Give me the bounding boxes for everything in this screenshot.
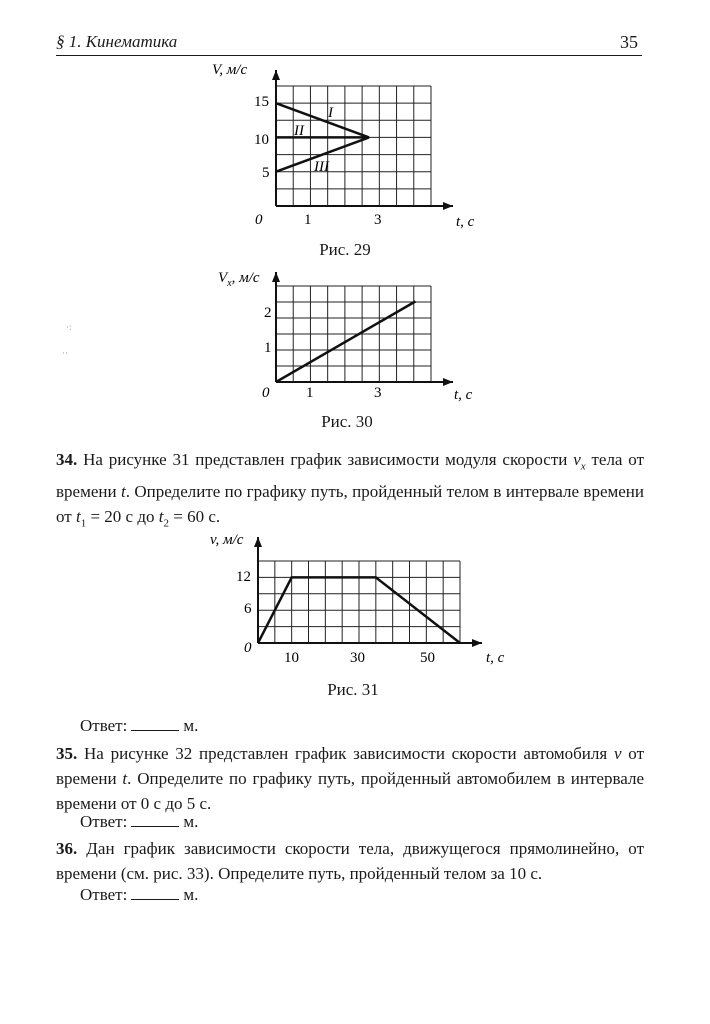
problem-text: На рисунке 31 представлен график зависимости модуля скорости	[83, 450, 574, 469]
answer-34	[80, 716, 198, 736]
math-var-t: t	[120, 482, 126, 502]
y-tick-1: 1	[264, 340, 272, 356]
answer-blank[interactable]	[131, 885, 179, 900]
y-tick-2: 2	[264, 305, 272, 321]
header-rule	[56, 55, 642, 56]
y-tick-6: 6	[244, 601, 252, 617]
answer-label: Ответ:	[80, 885, 128, 904]
origin-label: 0	[244, 640, 252, 656]
line-label-I: I	[328, 105, 333, 121]
page-number: 35	[620, 32, 638, 52]
problem-text: тела от времени	[56, 450, 644, 502]
y-axis-arrow	[272, 70, 280, 80]
math-var-t2: t	[158, 507, 164, 527]
problem-text: = 60 с.	[168, 507, 221, 527]
margin-mark: ··	[62, 348, 68, 358]
x-tick-1: 1	[306, 385, 314, 401]
y-tick-12: 12	[236, 569, 251, 585]
x-axis-arrow	[443, 202, 453, 210]
x-tick-1: 1	[304, 212, 312, 228]
line-label-II: II	[294, 123, 304, 139]
y-axis-label: $V_x$, м/с	[218, 270, 260, 289]
figure-31-caption: Рис. 31	[327, 680, 379, 699]
answer-blank[interactable]	[131, 716, 179, 731]
answer-label: Ответ:	[80, 716, 128, 735]
figure-30-graph	[200, 262, 520, 412]
x-tick-10: 10	[284, 650, 299, 666]
figure-31-axes	[254, 537, 482, 647]
problem-number: 36.	[56, 839, 78, 858]
figure-29-caption: Рис. 29	[319, 240, 371, 259]
figure-30-caption: Рис. 30	[321, 412, 373, 431]
problem-text: Дан график зависимости скорости тела, движущегося прямолинейно, от времени (см. рис. 33). Определите путь, пройденный телом за 10 с.	[56, 839, 645, 883]
header-title: § 1. Кинематика	[56, 32, 178, 51]
origin-label: 0	[262, 385, 270, 401]
y-axis-label: v, м/с	[210, 532, 244, 548]
answer-blank[interactable]	[131, 812, 179, 827]
figure-30-lines	[276, 301, 416, 382]
x-tick-3: 3	[374, 385, 382, 401]
answer-35	[80, 812, 198, 832]
math-sub-1: 1	[80, 517, 87, 530]
math-var-v: v	[573, 450, 581, 469]
x-axis-label: t, с	[486, 650, 505, 666]
line-label-III: III	[314, 159, 329, 175]
problem-text: На рисунке 32 представлен график зависимости скорости автомобиля	[84, 744, 614, 763]
figure-29-graph	[200, 58, 520, 238]
y-tick-15: 15	[254, 94, 269, 110]
problem-text: . Определите по графику путь, пройденный телом в интервале времени от	[56, 482, 644, 527]
problem-number: 34.	[56, 450, 78, 469]
problem-text: от времени	[56, 744, 644, 788]
problem-text: . Определите по графику путь, пройденный автомобилем в интервале времени от 0 с до 5 с.	[56, 769, 645, 813]
margin-mark: ·:	[66, 322, 72, 332]
problem-text: = 20 с до	[86, 507, 159, 527]
answer-36	[80, 885, 198, 905]
math-var-t1: t	[75, 507, 81, 527]
x-axis-arrow	[443, 378, 453, 386]
y-axis-arrow	[272, 272, 280, 282]
answer-unit: м.	[183, 716, 199, 735]
y-tick-10: 10	[254, 132, 269, 148]
figure-29-grid	[276, 86, 431, 206]
answer-label: Ответ:	[80, 812, 128, 831]
problem-35	[56, 741, 644, 816]
answer-unit: м.	[183, 812, 199, 831]
x-axis-arrow	[472, 639, 482, 647]
origin-label: 0	[255, 212, 263, 228]
x-axis-label: t, с	[454, 387, 473, 403]
problem-36	[56, 836, 644, 886]
y-axis-arrow	[254, 537, 262, 547]
series-line-Vx	[276, 301, 416, 382]
x-tick-50: 50	[420, 650, 435, 666]
x-tick-3: 3	[374, 212, 382, 228]
x-tick-30: 30	[350, 650, 365, 666]
math-var-t: t	[122, 769, 128, 788]
figure-31-grid	[258, 561, 460, 643]
x-axis-label: t, с	[456, 214, 475, 230]
answer-unit: м.	[183, 885, 199, 904]
y-tick-5: 5	[262, 165, 270, 181]
problem-number: 35.	[56, 744, 78, 763]
math-sub-2: 2	[163, 517, 169, 530]
figure-31-graph	[200, 524, 520, 674]
y-axis-label: V, м/с	[212, 62, 248, 78]
math-var-v: v	[613, 744, 622, 763]
math-sub-x: x	[580, 460, 586, 473]
